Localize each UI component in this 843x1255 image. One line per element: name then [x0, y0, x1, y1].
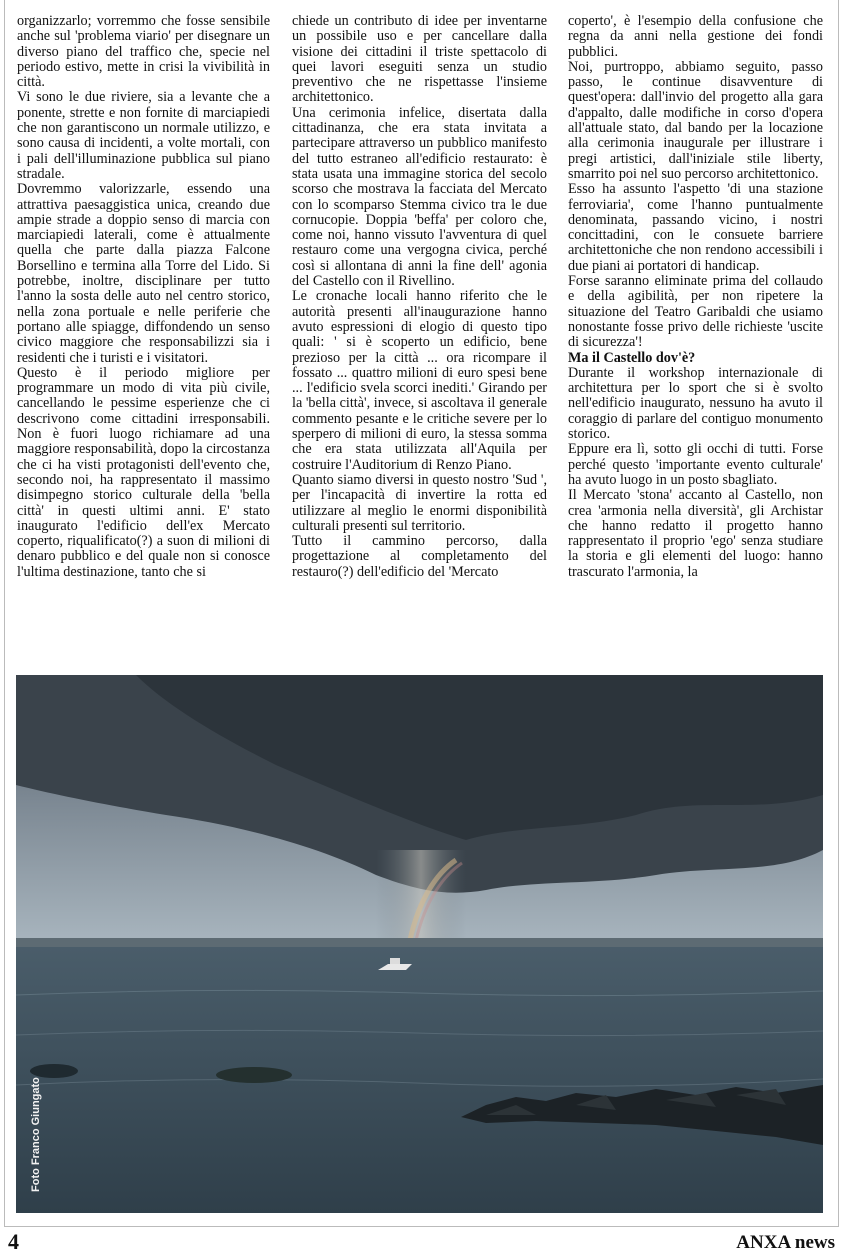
paragraph: Vi sono le due riviere, sia a levante che a ponente, strette e non fornite di marciapiedi che non garantiscono un normale utilizzo, e sono causa di incidenti, a volte mortali, con i pali dell'illuminazione pubblica sul piano stradale. — [17, 89, 270, 182]
paragraph: Le cronache locali hanno riferito che le autorità presenti all'inaugurazione hanno avuto espressioni di elogio di questo tipo quali: ' si è scoperto un edificio, bene prezioso per la città ... ora ricompare il fossato ... quattro milioni di euro spesi bene ... l'edificio svela scorci inediti.' Girando per la 'bella città', invece, si ascoltava il generale commento pesante e le critiche severe per lo sperpero di milioni di euro, la stessa somma che era stata utilizzata all'Aquila per costruire l'Auditorium di Renzo Piano. — [292, 288, 547, 473]
paragraph: Esso ha assunto l'aspetto 'di una stazione ferroviaria', come l'hanno puntualmente denominata, passando vicino, i nostri concittadini, con le consuete barriere architettoniche che non rendono accessibili i due piani ai portatori di handicap. — [568, 181, 823, 274]
publication-name: ANXA news — [736, 1232, 835, 1253]
article-column-3 — [568, 14, 823, 580]
paragraph: chiede un contributo di idee per inventarne un possibile uso e per cancellare dalla visione dei cittadini il triste spettacolo di quei lavori eseguiti senza un studio preventivo che ne rispettasse l'insieme architettonico. — [292, 13, 547, 106]
paragraph: Quanto siamo diversi in questo nostro 'Sud ', per l'incapacità di invertire la rotta ed utilizzare al meglio le enormi disponibilità culturali presenti sul territorio. — [292, 471, 547, 534]
paragraph: Forse saranno eliminate prima del collaudo e della agibilità, per non ripetere la situazione del Teatro Garibaldi che usiamo nonostante fosse privo delle richieste 'uscite di sicurezza'! — [568, 273, 823, 351]
paragraph: coperto', è l'esempio della confusione che regna da anni nella gestione dei fondi pubblici. — [568, 13, 823, 60]
page-number: 4 — [8, 1229, 19, 1254]
paragraph: Durante il workshop internazionale di architettura per lo sport che si è svolto nell'edificio inaugurato, nessuno ha avuto il coraggio di parlare del contiguo monumento storico. — [568, 364, 823, 443]
paragraph: Tutto il cammino percorso, dalla progettazione al completamento del restauro(?) dell'edificio del 'Mercato — [292, 533, 547, 580]
subheading: Ma il Castello dov'è? — [568, 349, 696, 366]
storm-sea-photo — [16, 675, 823, 1213]
paragraph: organizzarlo; vorremmo che fosse sensibile anche sul 'problema viario' per disegnare un diverso piano del traffico che, specie nel periodo estivo, mette in crisi la vivibilità in città. — [17, 13, 270, 91]
photo-credit: Foto Franco Giungato — [30, 1077, 42, 1192]
paragraph: Il Mercato 'stona' accanto al Castello, non crea 'armonia nella diversità', gli Archistar che hanno redatto il progetto hanno rappresentato il proprio 'ego' senza studiare la storia e gli elementi del luogo: hanno trascurato l'armonia, la — [568, 487, 823, 580]
paragraph: Noi, purtroppo, abbiamo seguito, passo passo, le continue disavventure di quest'opera: dall'invio del progetto alla gara d'appalto, dalle modifiche in corso d'opera all'attuale stato, dal bando per la locazione alla cerimonia inaugurale per illustrare i pregi artistici, dall'iniziale stile liberty, smarrito poi nel suo percorso architettonico. — [568, 58, 823, 182]
paragraph: Una cerimonia infelice, disertata dalla cittadinanza, che era stata invitata a partecipare attraverso un pubblico manifesto del tutto estraneo all'edificio restaurato: è stata usata una immagine storica del secolo scorso che mostrava la facciata del Mercato con lo scomparso Stemma civico tra le due cornucopie. Doppia 'beffa' per coloro che, come noi, hanno vissuto l'avventura di quel restauro come una vergogna civica, perché così si allontana di anni la fine dell' agonia del Castello con il Rivellino. — [292, 104, 547, 290]
article-column-2 — [292, 14, 547, 580]
paragraph: Eppure era lì, sotto gli occhi di tutti. Forse perché questo 'importante evento culturale' ha avuto luogo in un posto sbagliato. — [568, 441, 823, 488]
seascape-illustration — [16, 675, 823, 1213]
paragraph: Questo è il periodo migliore per programmare un modo di vita più civile, cancellando le pessime esperienze che ci descrivono come cittadini irresponsabili. Non è fuori luogo richiamare ad una maggiore responsabilità, dopo la circostanza che ci ha visti protagonisti dell'evento che, secondo noi, ha rappresentato il massimo disimpegno storico culturale della 'bella città' in questi ultimi anni. E' stato inaugurato l'edificio dell'ex Mercato coperto, riqualificato(?) a suon di milioni di denaro pubblico e del quale non si conosce l'ultima destinazione, tanto che si — [17, 364, 270, 580]
paragraph: Dovremmo valorizzarle, essendo una attrattiva paesaggistica unica, creando due ampie strade a doppio senso di marcia con marciapiedi laterali, come è attualmente quella che parte dalla piazza Falcone Borsellino e termina alla Torre del Lido. Si potrebbe, inoltre, disciplinare per tutto l'anno la sosta delle auto nel centro storico, nella zona portuale e nelle periferie che portano alle spiagge, diffondendo un senso civico maggiore che responsabilizzi sia i residenti che i turisti e i visitatori. — [17, 181, 270, 366]
article-column-1 — [17, 14, 270, 580]
